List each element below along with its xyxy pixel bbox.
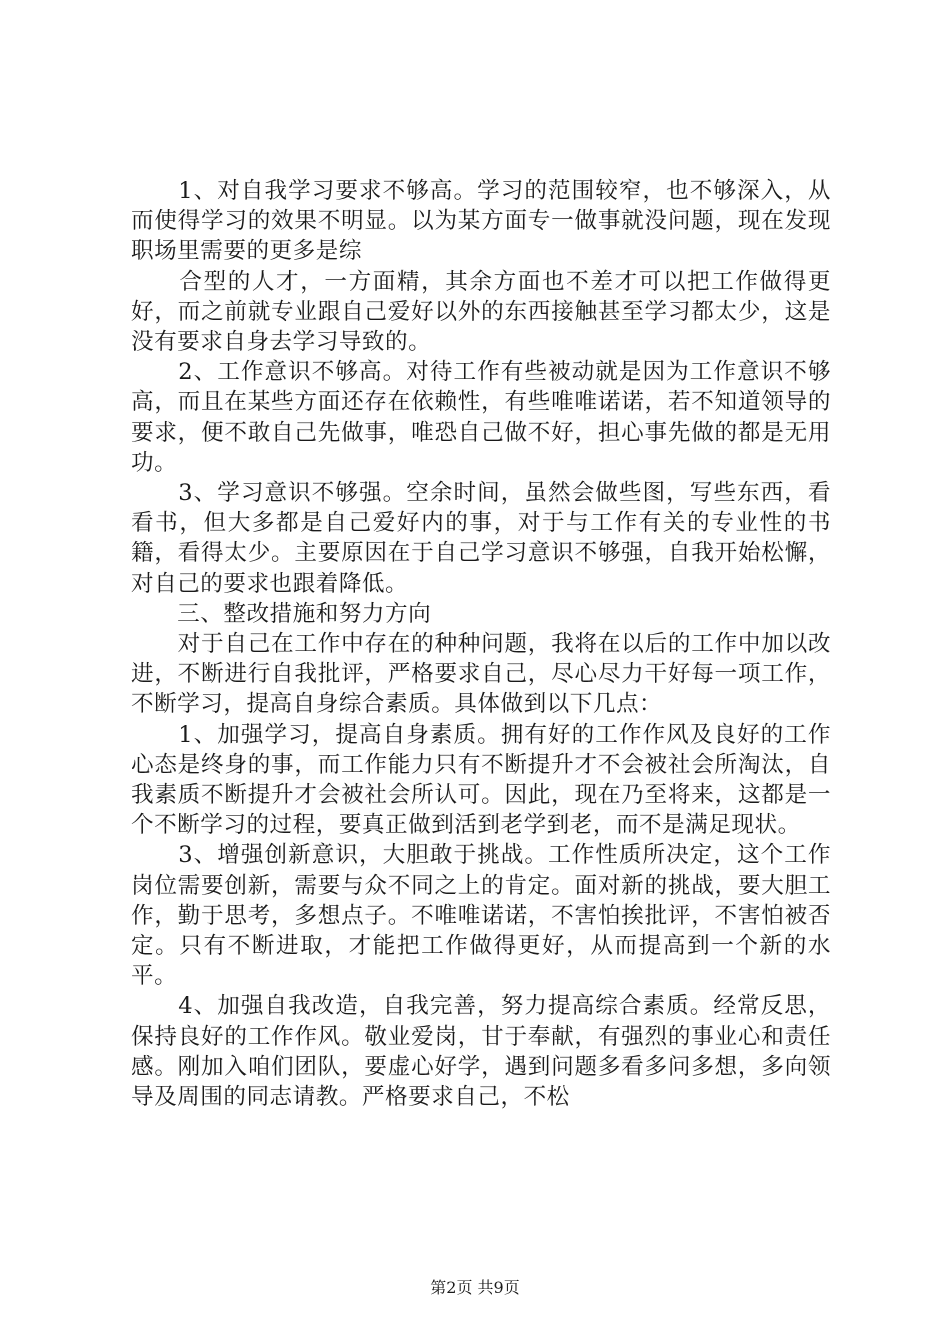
paragraph-study-awareness: 3、学习意识不够强。空余时间，虽然会做些图，写些东西，看看书，但大多都是自己爱好内的事，对于与工作有关的专业性的书籍，看得太少。主要原因在于自己学习意识不够强，自我开始松懈，对自己的要求也跟着降低。 (131, 480, 831, 597)
paragraph-measure-study: 1、加强学习，提高自身素质。拥有好的工作作风及良好的工作心态是终身的事，而工作能力只有不断提升才不会被社会所淘汰，自我素质不断提升才会被社会所认可。因此，现在乃至将来，这都是一个不断学习的过程，要真正做到活到老学到老，而不是满足现状。 (131, 721, 831, 839)
document-body (131, 176, 831, 1112)
paragraph-intro-measures: 对于自己在工作中存在的种种问题，我将在以后的工作中加以改进，不断进行自我批评，严格要求自己，尽心尽力干好每一项工作，不断学习，提高自身综合素质。具体做到以下几点： (131, 631, 831, 718)
section-heading-measures: 三、整改措施和努力方向 (131, 600, 432, 627)
paragraph-continuation: 合型的人才，一方面精，其余方面也不差才可以把工作做得更好，而之前就专业跟自己爱好以外的东西接触甚至学习都太少，这是没有要求自身去学习导致的。 (131, 268, 831, 356)
page-footer: 第2页 共9页 (430, 1278, 520, 1297)
paragraph-work-awareness: 2、工作意识不够高。对待工作有些被动就是因为工作意识不够高，而且在某些方面还存在依赖性，有些唯唯诺诺，若不知道领导的要求，便不敢自己先做事，唯恐自己做不好，担心事先做的都是无用功。 (131, 359, 831, 476)
paragraph-measure-self-improvement: 4、加强自我改造，自我完善，努力提高综合素质。经常反思，保持良好的工作作风。敬业爱岗，甘于奉献，有强烈的事业心和责任感。刚加入咱们团队，要虚心好学，遇到问题多看多问多想，多向领导及周围的同志请教。严格要求自己，不松 (131, 993, 831, 1111)
paragraph-measure-innovation: 3、增强创新意识，大胆敢于挑战。工作性质所决定，这个工作岗位需要创新，需要与众不同之上的肯定。面对新的挑战，要大胆工作，勤于思考，多想点子。不唯唯诺诺，不害怕挨批评，不害怕被否定。只有不断进取，才能把工作做得更好，从而提高到一个新的水平。 (131, 842, 831, 990)
paragraph-self-study: 1、对自我学习要求不够高。学习的范围较窄，也不够深入，从而使得学习的效果不明显。以为某方面专一做事就没问题，现在发现职场里需要的更多是综 (131, 178, 831, 265)
